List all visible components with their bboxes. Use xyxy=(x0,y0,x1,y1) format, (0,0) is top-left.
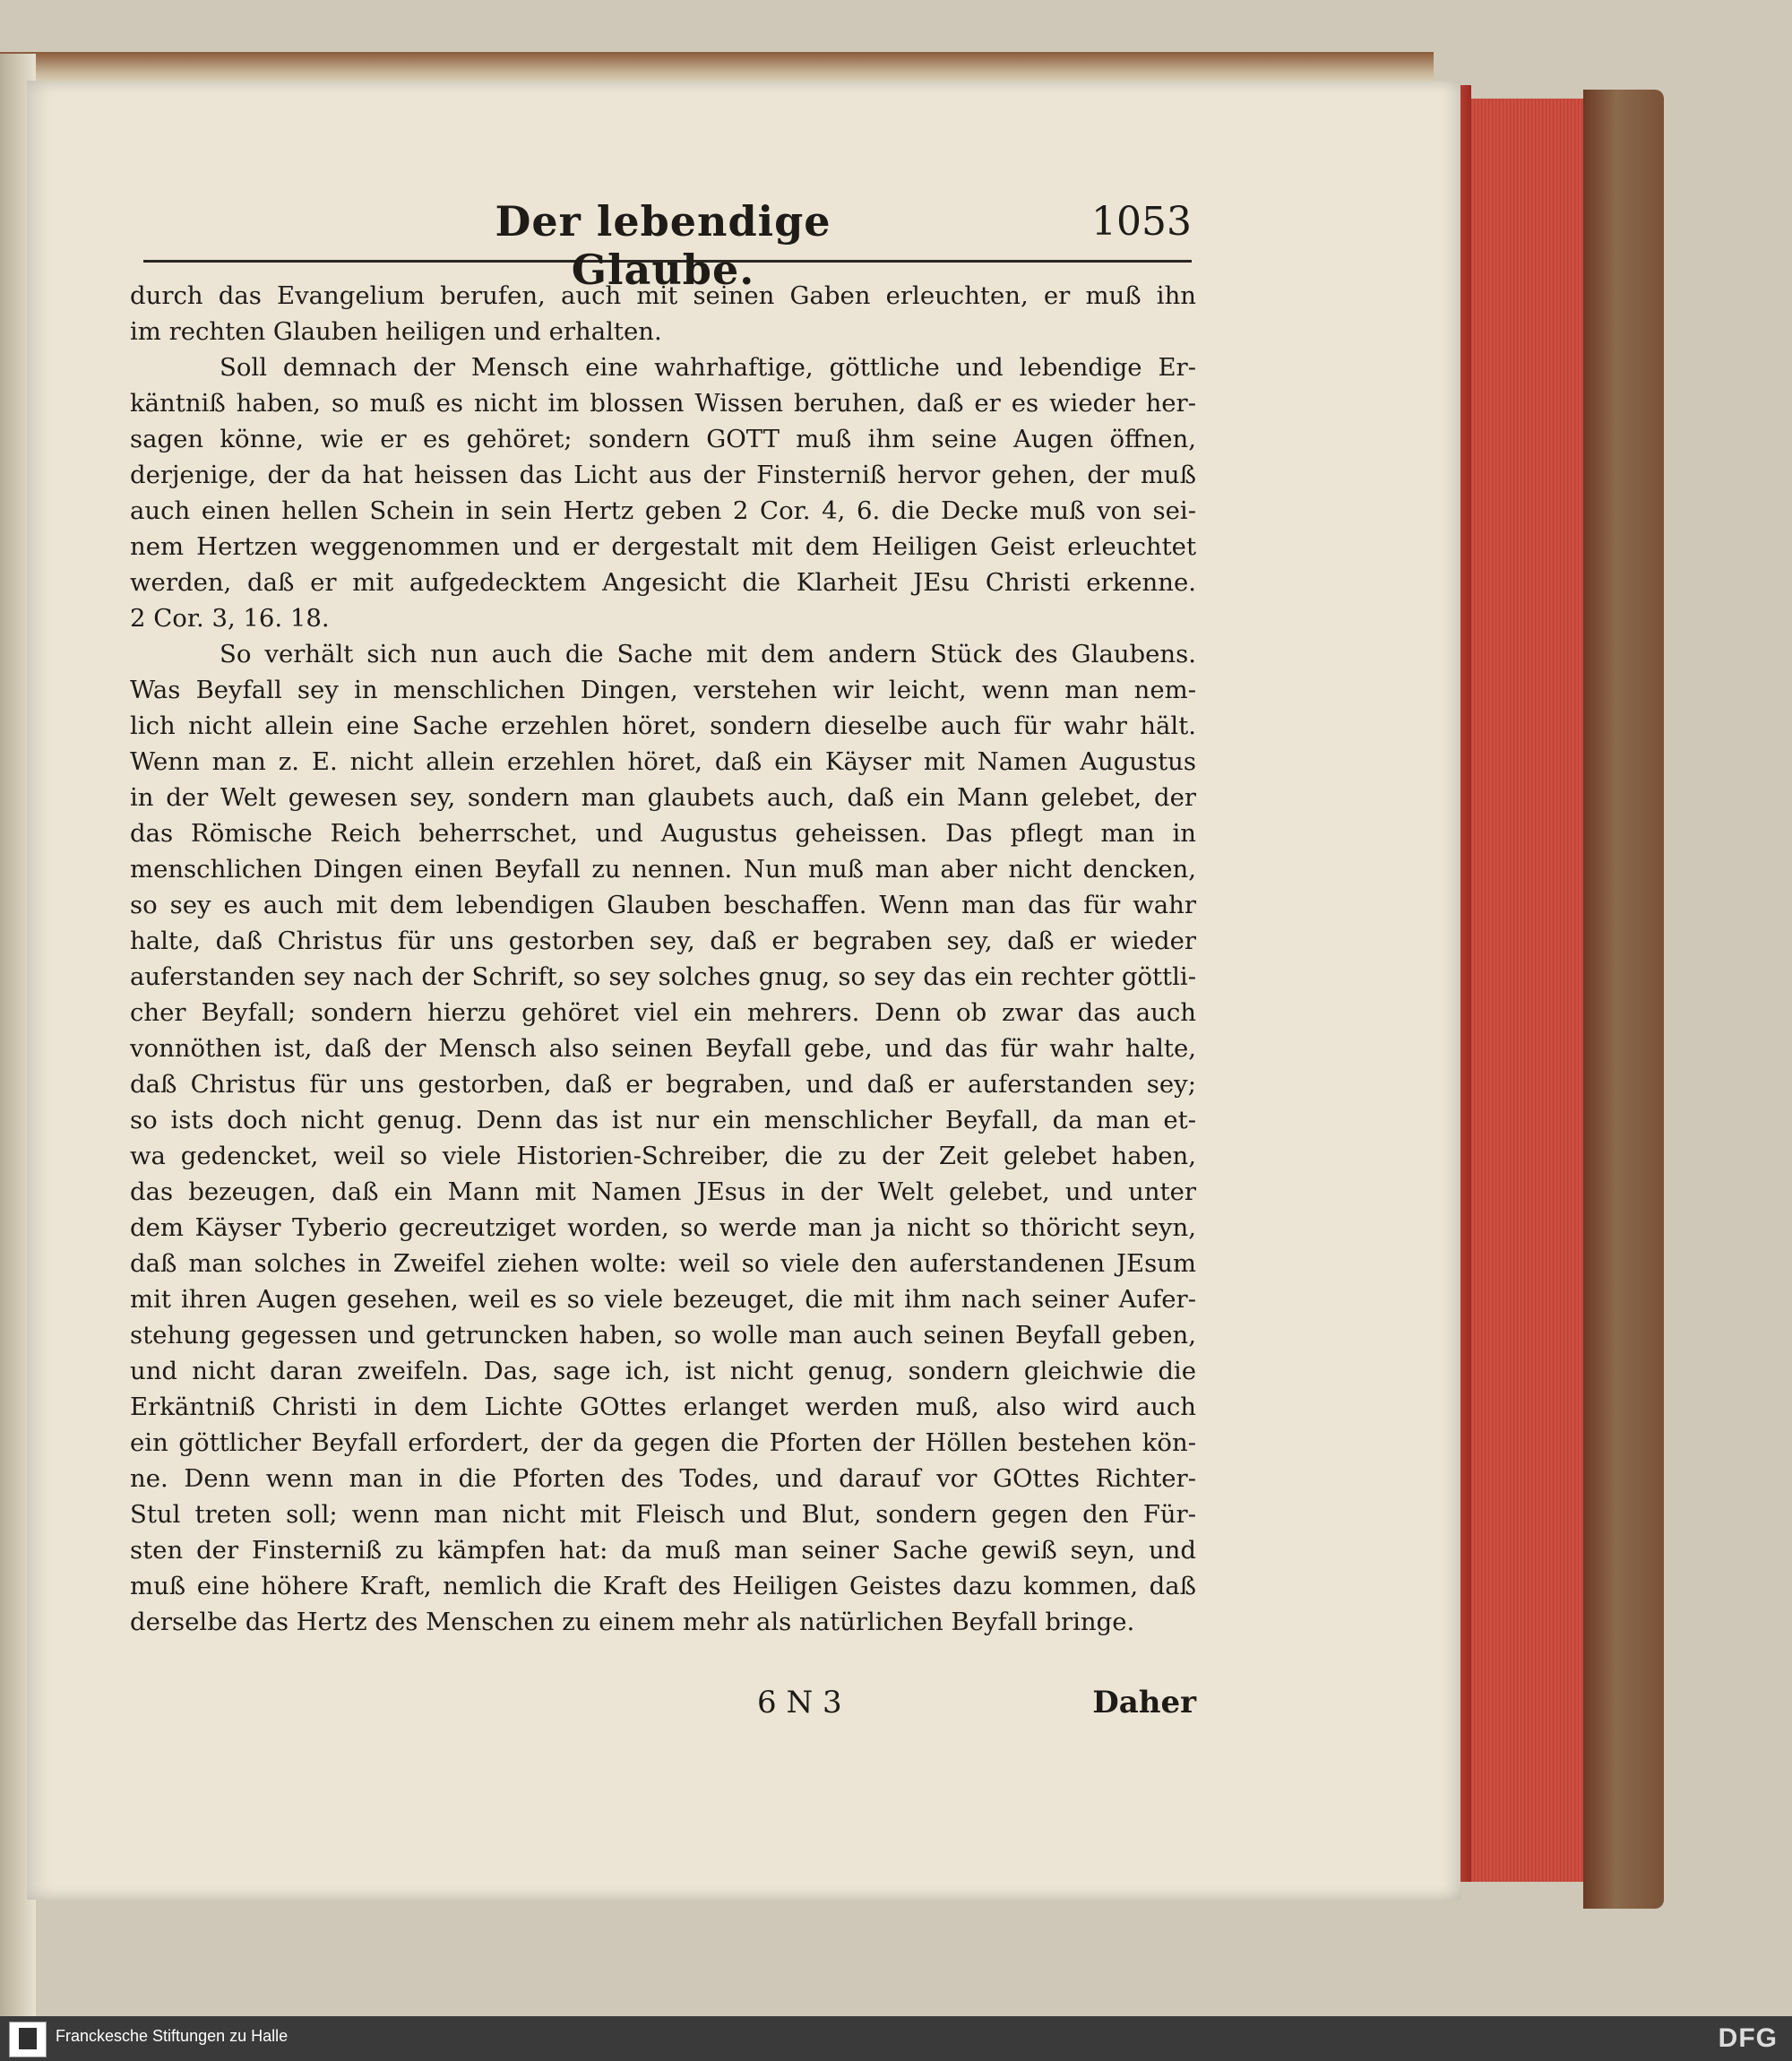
text-line: durch das Evangelium berufen, auch mit seinen Gaben erleuchten, er muß ihn xyxy=(130,281,1196,310)
text-line: daß man solches in Zweifel ziehen wolte: weil so viele den auferstandenen JEsum xyxy=(130,1249,1196,1278)
text-line: menschlichen Dingen einen Beyfall zu nennen. Nun muß man aber nicht dencken, xyxy=(130,855,1196,884)
text-line: so ists doch nicht genug. Denn das ist nur ein menschlicher Beyfall, da man et- xyxy=(130,1106,1196,1134)
book-cover-edge xyxy=(1583,90,1664,1909)
text-line: käntniß haben, so muß es nicht im blossen Wissen beruhen, daß er es wieder her- xyxy=(130,389,1196,418)
text-line: mit ihren Augen gesehen, weil es so viele bezeuget, die mit ihm nach seiner Aufer- xyxy=(130,1285,1196,1314)
text-line: ne. Denn wenn man in die Pforten des Todes, und darauf vor GOttes Richter- xyxy=(130,1464,1196,1493)
text-line: Erkäntniß Christi in dem Lichte GOttes erlanget werden muß, also wird auch xyxy=(130,1393,1196,1421)
text-line: derjenige, der da hat heissen das Licht aus der Finsterniß hervor gehen, der muß xyxy=(130,461,1196,489)
text-line: das bezeugen, daß ein Mann mit Namen JEsus in der Welt gelebet, und unter xyxy=(130,1177,1196,1206)
text-line: Soll demnach der Mensch eine wahrhaftige, göttliche und lebendige Er- xyxy=(220,353,1196,382)
page-header xyxy=(143,197,1192,294)
text-line: sagen könne, wie er es gehöret; sondern GOTT muß ihm seine Augen öffnen, xyxy=(130,425,1196,453)
text-line: lich nicht allein eine Sache erzehlen höret, sondern dieselbe auch für wahr hält. xyxy=(130,711,1196,740)
text-line: stehung gegessen und getruncken haben, so wolle man auch seinen Beyfall geben, xyxy=(130,1321,1196,1350)
page-footer xyxy=(130,1685,1196,1729)
text-line: in der Welt gewesen sey, sondern man glaubets auch, daß ein Mann gelebet, der xyxy=(130,783,1196,812)
text-line: ein göttlicher Beyfall erfordert, der da gegen die Pforten der Höllen bestehen kön- xyxy=(130,1428,1196,1457)
text-line: auch einen hellen Schein in sein Hertz geben 2 Cor. 4, 6. die Decke muß von sei- xyxy=(130,496,1196,525)
signature-mark: 6 N 3 xyxy=(757,1685,842,1720)
text-line: so sey es auch mit dem lebendigen Glauben beschaffen. Wenn man das für wahr xyxy=(130,891,1196,919)
text-line: wa gedencket, weil so viele Historien-Schreiber, die zu der Zeit gelebet haben, xyxy=(130,1142,1196,1170)
viewer-footer-bar xyxy=(0,2016,1792,2061)
text-line: So verhält sich nun auch die Sache mit dem andern Stück des Glaubens. xyxy=(220,640,1196,668)
text-line: Wenn man z. E. nicht allein erzehlen höret, daß ein Käyser mit Namen Augustus xyxy=(130,747,1196,776)
text-line: derselbe das Hertz des Menschen zu einem mehr als natürlichen Beyfall bringe. xyxy=(130,1608,1135,1636)
text-line: 2 Cor. 3, 16. 18. xyxy=(130,604,330,633)
text-line: muß eine höhere Kraft, nemlich die Kraft des Heiligen Geistes dazu kommen, daß xyxy=(130,1572,1196,1600)
text-line: auferstanden sey nach der Schrift, so sey solches gnug, so sey das ein rechter göttli- xyxy=(130,962,1196,991)
page-number: 1053 xyxy=(1091,199,1192,245)
body-text xyxy=(130,278,1196,1640)
red-fore-edge xyxy=(1471,99,1583,1882)
text-line: Was Beyfall sey in menschlichen Dingen, verstehen wir leicht, wenn man nem- xyxy=(130,676,1196,704)
text-line: werden, daß er mit aufgedecktem Angesicht die Klarheit JEsu Christi erkenne. xyxy=(130,568,1196,597)
text-line: dem Käyser Tyberio gecreutziget worden, so werde man ja nicht so thöricht seyn, xyxy=(130,1213,1196,1242)
running-title: Der lebendige Glaube. xyxy=(495,197,831,294)
text-line: vonnöthen ist, daß der Mensch also seinen Beyfall gebe, und das für wahr halte, xyxy=(130,1034,1196,1063)
institution-logo-icon xyxy=(9,2022,47,2057)
catchword: Daher xyxy=(1092,1685,1196,1720)
text-line: sten der Finsterniß zu kämpfen hat: da muß man seiner Sache gewiß seyn, und xyxy=(130,1536,1196,1565)
text-line: cher Beyfall; sondern hierzu gehöret viel ein mehrers. Denn ob zwar das auch xyxy=(130,998,1196,1027)
text-line: Stul treten soll; wenn man nicht mit Fleisch und Blut, sondern gegen den Für- xyxy=(130,1500,1196,1529)
text-line: halte, daß Christus für uns gestorben sey, daß er begraben sey, daß er wieder xyxy=(130,927,1196,955)
text-line: und nicht daran zweifeln. Das, sage ich, ist nicht genug, sondern gleichwie die xyxy=(130,1357,1196,1385)
text-line: nem Hertzen weggenommen und er dergestalt mit dem Heiligen Geist erleuchtet xyxy=(130,532,1196,561)
dfg-logo: DFG xyxy=(1718,2023,1778,2053)
institution-name: Franckesche Stiftungen zu Halle xyxy=(56,2027,289,2045)
text-line: daß Christus für uns gestorben, daß er begraben, und daß er auferstanden sey; xyxy=(130,1070,1196,1099)
text-line: im rechten Glauben heiligen und erhalten. xyxy=(130,317,662,346)
text-line: das Römische Reich beherrschet, und Augustus geheissen. Das pflegt man in xyxy=(130,819,1196,848)
